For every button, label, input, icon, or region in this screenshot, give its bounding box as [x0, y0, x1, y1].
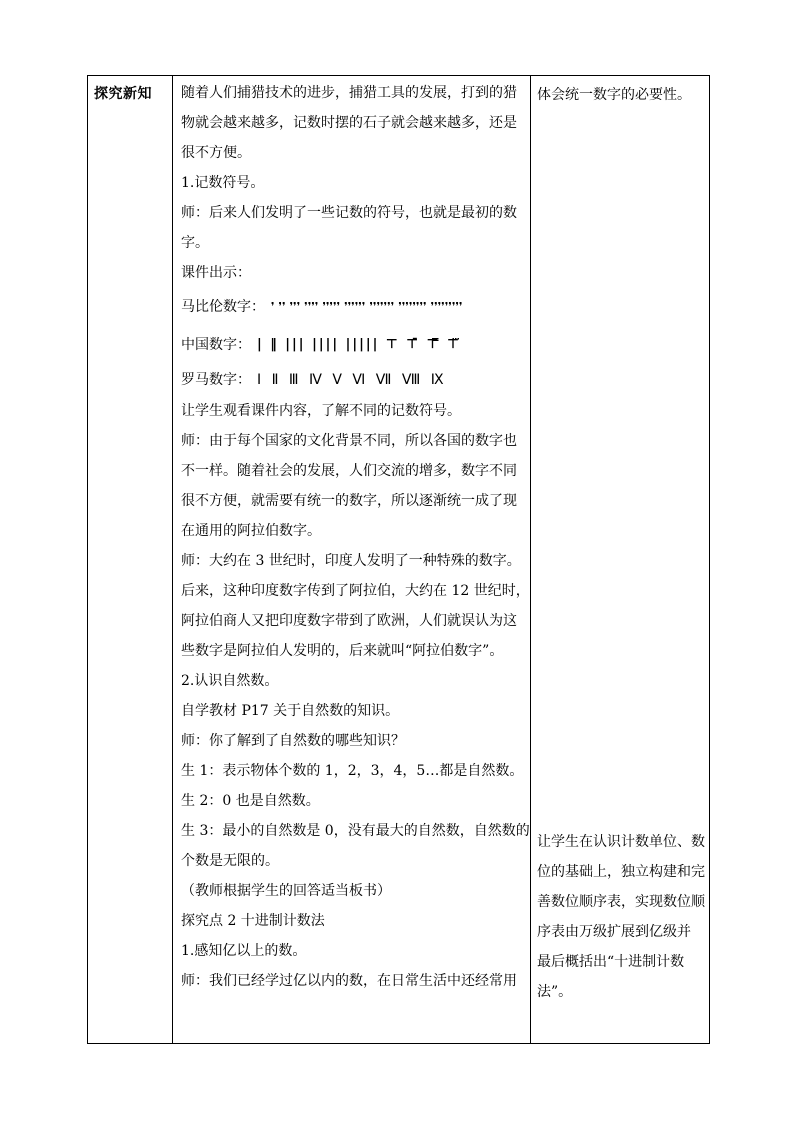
text-line: 1.记数符号。 [181, 175, 265, 191]
text-line: 法”。 [537, 984, 573, 1000]
text-line: 师：由于每个国家的文化背景不同，所以各国的数字也 [181, 433, 517, 449]
roman-numerals-row [181, 364, 524, 396]
text-line: 师：后来人们发明了一些记数的符号，也就是最初的数 [181, 205, 517, 221]
text-line: 后来，这种印度数字传到了阿拉伯，大约在 12 世纪时， [181, 583, 530, 599]
text-line: 很不方便，就需要有统一的数字，所以逐渐统一成了现 [181, 493, 517, 509]
roman-numerals-label: 罗马数字： [181, 372, 251, 388]
main-text-before [181, 78, 524, 288]
text-line: 课件出示： [181, 265, 251, 281]
text-line: 很不方便。 [181, 145, 251, 161]
text-line: 让学生观看课件内容，了解不同的记数符号。 [181, 403, 461, 419]
babylon-numerals-label: 马比伦数字： [181, 299, 265, 315]
babylon-numeral: ❜❜❜❜❜ [322, 300, 341, 313]
text-line: （教师根据学生的回答适当板书） [181, 883, 391, 899]
text-line: 让学生在认识计数单位、数 [537, 834, 705, 850]
note-bottom [537, 827, 703, 1007]
babylon-numeral: ❜❜ [278, 300, 286, 313]
text-line: 生 1：表示物体个数的 1，2，3，4，5…都是自然数。 [181, 763, 524, 779]
text-line: 生 2：0 也是自然数。 [181, 793, 320, 809]
text-line: 体会统一数字的必要性。 [537, 87, 691, 103]
text-line: 位的基础上，独立构建和完 [537, 864, 705, 880]
text-line: 物就会越来越多，记数时摆的石子就会越来越多，还是 [181, 115, 517, 131]
babylon-numeral: ❜❜❜❜❜❜ [344, 300, 366, 313]
note-content [531, 76, 709, 1047]
babylon-numeral: ❜❜❜❜❜❜❜❜❜ [430, 300, 463, 313]
section-label-cell [88, 76, 173, 1044]
roman-numerals-glyphs: Ⅰ Ⅱ Ⅲ Ⅳ Ⅴ Ⅵ Ⅶ Ⅷ Ⅸ [257, 372, 444, 388]
babylon-numeral: ❜❜❜❜❜❜❜❜ [398, 300, 427, 313]
babylon-numeral: ❜❜❜ [289, 300, 301, 313]
main-content-cell [173, 76, 531, 1044]
text-line: 最后概括出“十进制计数 [537, 954, 685, 970]
babylon-numerals-glyphs [271, 302, 463, 312]
chinese-numerals-row [181, 326, 524, 364]
babylon-numeral: ❜❜❜❜❜❜❜ [369, 300, 395, 313]
text-line: 自学教材 P17 关于自然数的知识。 [181, 703, 400, 719]
text-line: 师：大约在 3 世纪时，印度人发明了一种特殊的数字。 [181, 553, 521, 569]
text-line: 探究点 2 十进制计数法 [181, 913, 325, 929]
text-line: 2.认识自然数。 [181, 673, 279, 689]
note-top [537, 80, 703, 110]
babylon-numerals-row [181, 288, 524, 326]
text-line: 随着人们捕猎技术的进步，捕猎工具的发展，打到的猎 [181, 85, 517, 101]
babylon-numeral: ❜ [271, 300, 275, 313]
main-text-after [181, 396, 530, 996]
chinese-numerals-glyphs: | ‖ ||| |||| ||||| ⊤ ⊤̄ ⊤̿ ⊤⃛ [257, 337, 461, 352]
text-line: 阿拉伯商人又把印度数字带到了欧洲，人们就误认为这 [181, 613, 517, 629]
text-line: 个数是无限的。 [181, 853, 279, 869]
text-line: 善数位顺序表，实现数位顺 [537, 894, 705, 910]
text-line: 不一样。随着社会的发展，人们交流的增多，数字不同 [181, 463, 517, 479]
babylon-numeral: ❜❜❜❜ [304, 300, 319, 313]
chinese-numerals-label: 中国数字： [181, 337, 251, 353]
text-line: 1.感知亿以上的数。 [181, 943, 307, 959]
table-row [88, 76, 710, 1044]
text-line: 序表由万级扩展到亿级并 [537, 924, 691, 940]
main-content [173, 76, 530, 996]
text-line: 字。 [181, 235, 209, 251]
section-label: 探究新知 [94, 86, 152, 102]
text-line: 在通用的阿拉伯数字。 [181, 523, 321, 539]
text-line: 些数字是阿拉伯人发明的，后来就叫“阿拉伯数字”。 [181, 643, 504, 659]
text-line: 师：你了解到了自然数的哪些知识？ [181, 733, 405, 749]
text-line: 师：我们已经学过亿以内的数，在日常生活中还经常用 [181, 973, 517, 989]
lesson-table [87, 75, 710, 1044]
text-line: 生 3：最小的自然数是 0，没有最大的自然数，自然数的 [181, 823, 530, 839]
note-cell [531, 76, 710, 1044]
